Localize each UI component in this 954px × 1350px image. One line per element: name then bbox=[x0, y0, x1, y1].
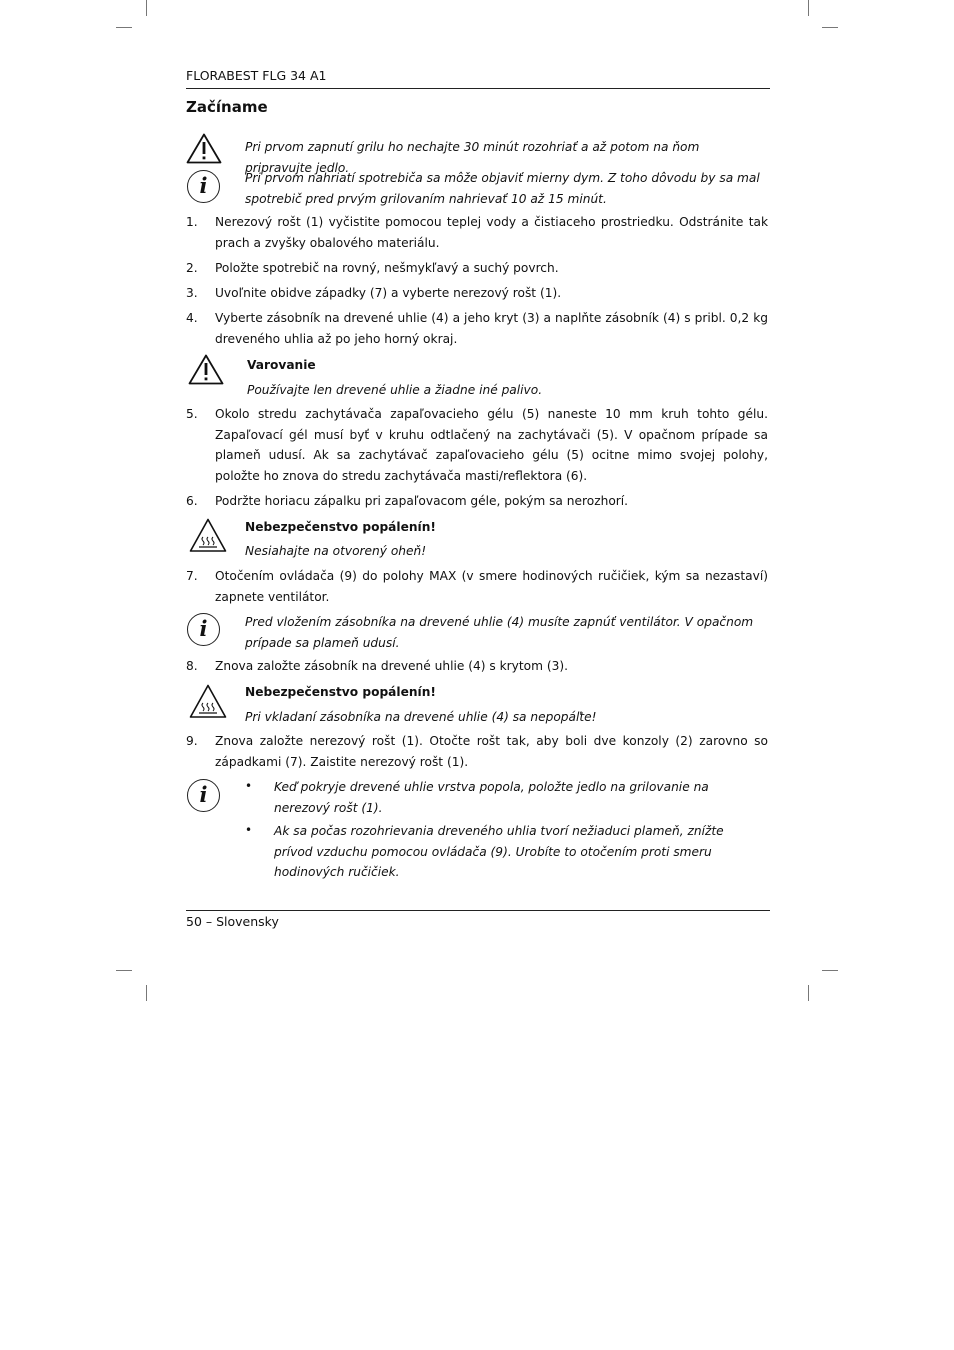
step-number: 4. bbox=[186, 311, 198, 325]
bullet-symbol: • bbox=[245, 823, 253, 837]
step-text: Nerezový rošt (1) vyčistite pomocou teplej vody a čistiaceho prostriedku. Odstránite tak prach a zvyšky obalového materiálu. bbox=[215, 215, 768, 250]
crop-mark bbox=[822, 27, 838, 28]
step-text: Položte spotrebič na rovný, nešmykľavý a suchý povrch. bbox=[215, 261, 559, 275]
note-smoke: Pri prvom nahriatí spotrebiča sa môže objaviť mierny dym. Z toho dôvodu by sa mal spotrebič pred prvým grilovaním nahrievať 10 až 15 minút. bbox=[245, 171, 760, 206]
header-rule bbox=[186, 88, 770, 89]
crop-mark bbox=[116, 27, 132, 28]
section-title: Začíname bbox=[186, 98, 268, 116]
bullet-symbol: • bbox=[245, 779, 253, 793]
step-number: 7. bbox=[186, 569, 198, 583]
crop-mark bbox=[146, 0, 147, 16]
running-header: FLORABEST FLG 34 A1 bbox=[186, 68, 327, 83]
bullet-text: Ak sa počas rozohrievania dreveného uhlia tvorí nežiaduci plameň, znížte prívod vzduchu pomocou ovládača (9). Urobíte to otočením proti smeru hodinových ručičiek. bbox=[274, 824, 724, 879]
burn-hazard-text: Pri vkladaní zásobníka na drevené uhlie (4) sa nepopáľte! bbox=[245, 710, 597, 724]
info-icon: i bbox=[187, 613, 220, 646]
step-text: Podržte horiacu zápalku pri zapaľovacom géle, pokým sa nerozhorí. bbox=[215, 494, 629, 508]
warning-triangle-icon bbox=[188, 354, 224, 385]
info-icon: i bbox=[187, 779, 220, 812]
step-number: 5. bbox=[186, 407, 198, 421]
note-fan: Pred vložením zásobníka na drevené uhlie (4) musíte zapnúť ventilátor. V opačnom prípade sa plameň udusí. bbox=[245, 615, 754, 650]
hot-surface-icon bbox=[189, 518, 227, 553]
info-icon: i bbox=[187, 170, 220, 203]
step-number: 1. bbox=[186, 215, 198, 229]
crop-mark bbox=[822, 970, 838, 971]
step-number: 3. bbox=[186, 286, 198, 300]
crop-mark bbox=[808, 985, 809, 1001]
page-footer: 50 – Slovensky bbox=[186, 914, 279, 929]
footer-rule bbox=[186, 910, 770, 911]
step-text: Znova založte nerezový rošt (1). Otočte rošt tak, aby boli dve konzoly (2) zarovno so západkami (7). Zaistite nerezový rošt (1). bbox=[215, 734, 768, 769]
bullet-text: Keď pokryje drevené uhlie vrstva popola, položte jedlo na grilovanie na nerezový rošt (1). bbox=[274, 780, 709, 815]
burn-hazard-title: Nebezpečenstvo popálenín! bbox=[245, 685, 436, 699]
step-text: Uvoľnite obidve západky (7) a vyberte nerezový rošt (1). bbox=[215, 286, 562, 300]
warning-text: Používajte len drevené uhlie a žiadne iné palivo. bbox=[247, 383, 543, 397]
note-warmup: Pri prvom zapnutí grilu ho nechajte 30 minút rozohriať a až potom na ňom pripravujte jedlo. bbox=[245, 140, 700, 175]
step-text: Znova založte zásobník na drevené uhlie (4) s krytom (3). bbox=[215, 659, 568, 673]
step-number: 6. bbox=[186, 494, 198, 508]
step-text: Okolo stredu zachytávača zapaľovacieho gélu (5) naneste 10 mm kruh tohto gélu. Zapaľovací gél musí byť v kruhu odtlačený na zachytávači (5). V opačnom prípade sa plameň udusí. Ak sa zachytávač zapaľovacieho gélu (5) ocitne mimo svojej polohy, položte ho znova do stredu zachytávača masti/reflektora (6). bbox=[215, 407, 768, 483]
crop-mark bbox=[146, 985, 147, 1001]
step-number: 9. bbox=[186, 734, 198, 748]
warning-title: Varovanie bbox=[247, 358, 316, 372]
burn-hazard-text: Nesiahajte na otvorený oheň! bbox=[245, 544, 427, 558]
step-number: 2. bbox=[186, 261, 198, 275]
burn-hazard-title: Nebezpečenstvo popálenín! bbox=[245, 520, 436, 534]
crop-mark bbox=[808, 0, 809, 16]
crop-mark bbox=[116, 970, 132, 971]
document-page bbox=[186, 0, 770, 1350]
warning-triangle-icon bbox=[186, 133, 222, 164]
step-number: 8. bbox=[186, 659, 198, 673]
step-text: Vyberte zásobník na drevené uhlie (4) a jeho kryt (3) a naplňte zásobník (4) s pribl. 0,2 kg dreveného uhlia až po jeho horný okraj. bbox=[215, 311, 768, 346]
hot-surface-icon bbox=[189, 684, 227, 719]
step-text: Otočením ovládača (9) do polohy MAX (v smere hodinových ručičiek, kým sa nezastaví) zapnete ventilátor. bbox=[215, 569, 768, 604]
